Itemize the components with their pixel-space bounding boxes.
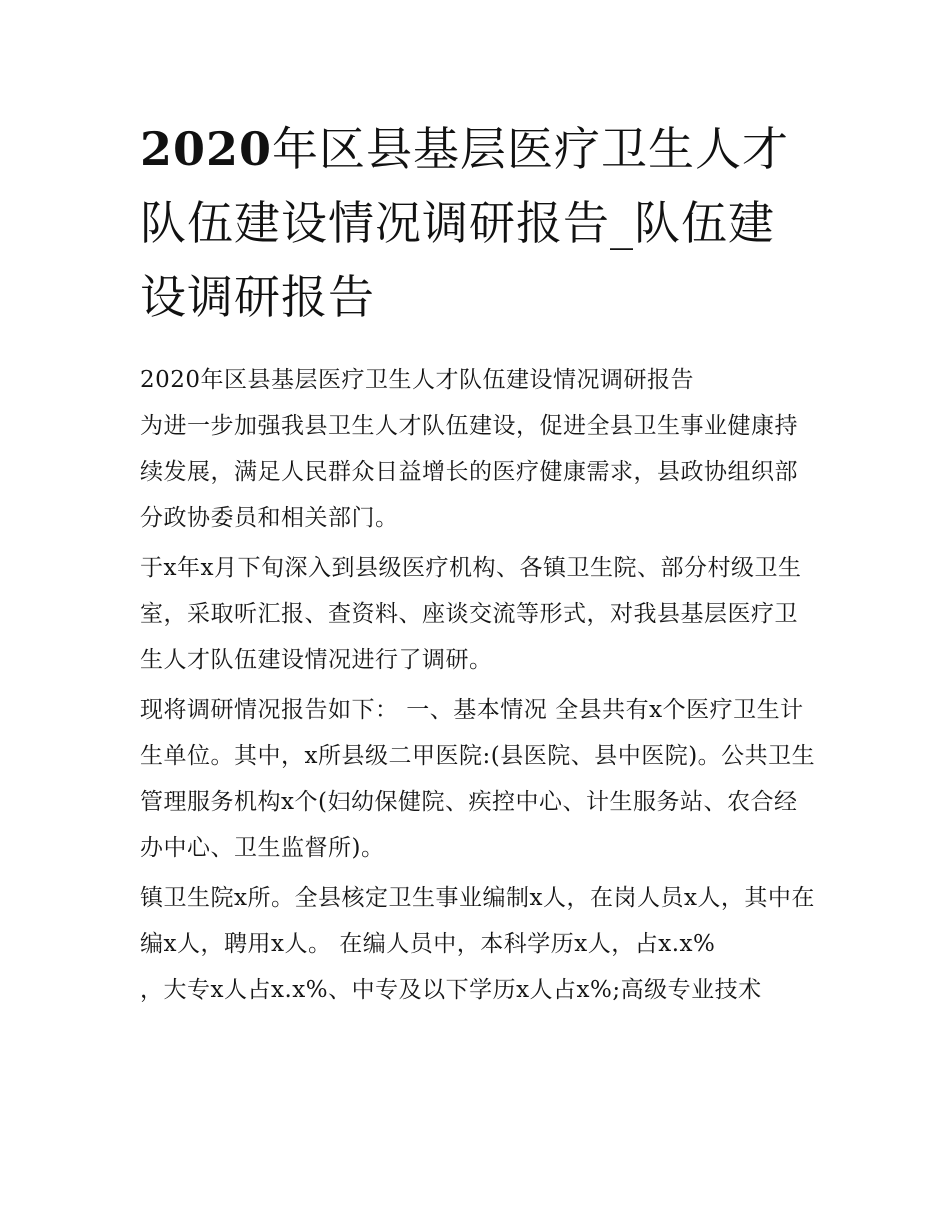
intro-paragraph: 为进一步加强我县卫生人才队伍建设，促进全县卫生事业健康持续发展，满足人民群众日益增长的医疗健康需求，县政协组织部分政协委员和相关部门。 bbox=[140, 413, 798, 531]
subtitle-paragraph: 2020年区县基层医疗卫生人才队伍建设情况调研报告 bbox=[140, 367, 695, 393]
survey-paragraph: 于x年x月下旬深入到县级医疗机构、各镇卫生院、部分村级卫生室，采取听汇报、查资料、座谈交流等形式，对我县基层医疗卫生人才队伍建设情况进行了调研。 bbox=[140, 555, 802, 673]
basic-info-paragraph: 现将调研情况报告如下： 一、基本情况 全县共有x个医疗卫生计生单位。其中，x所县级二甲医院:(县医院、县中医院)。公共卫生管理服务机构x个(妇幼保健院、疾控中心、计生服务站、农合经办中心、卫生监督所)。 bbox=[140, 697, 816, 861]
document-body bbox=[140, 357, 820, 1017]
title-year: 2020 bbox=[140, 122, 273, 176]
title-text: 年区县基层医疗卫生人才队伍建设情况调研报告_队伍建设调研报告 bbox=[140, 122, 790, 324]
document-title bbox=[140, 112, 820, 334]
staffing-paragraph: 镇卫生院x所。全县核定卫生事业编制x人，在岗人员x人，其中在编x人，聘用x人。 在编人员中，本科学历x人，占x.x% bbox=[140, 885, 815, 957]
education-paragraph: ，大专x人占x.x%、中专及以下学历x人占x%;高级专业技术 bbox=[140, 977, 762, 1003]
